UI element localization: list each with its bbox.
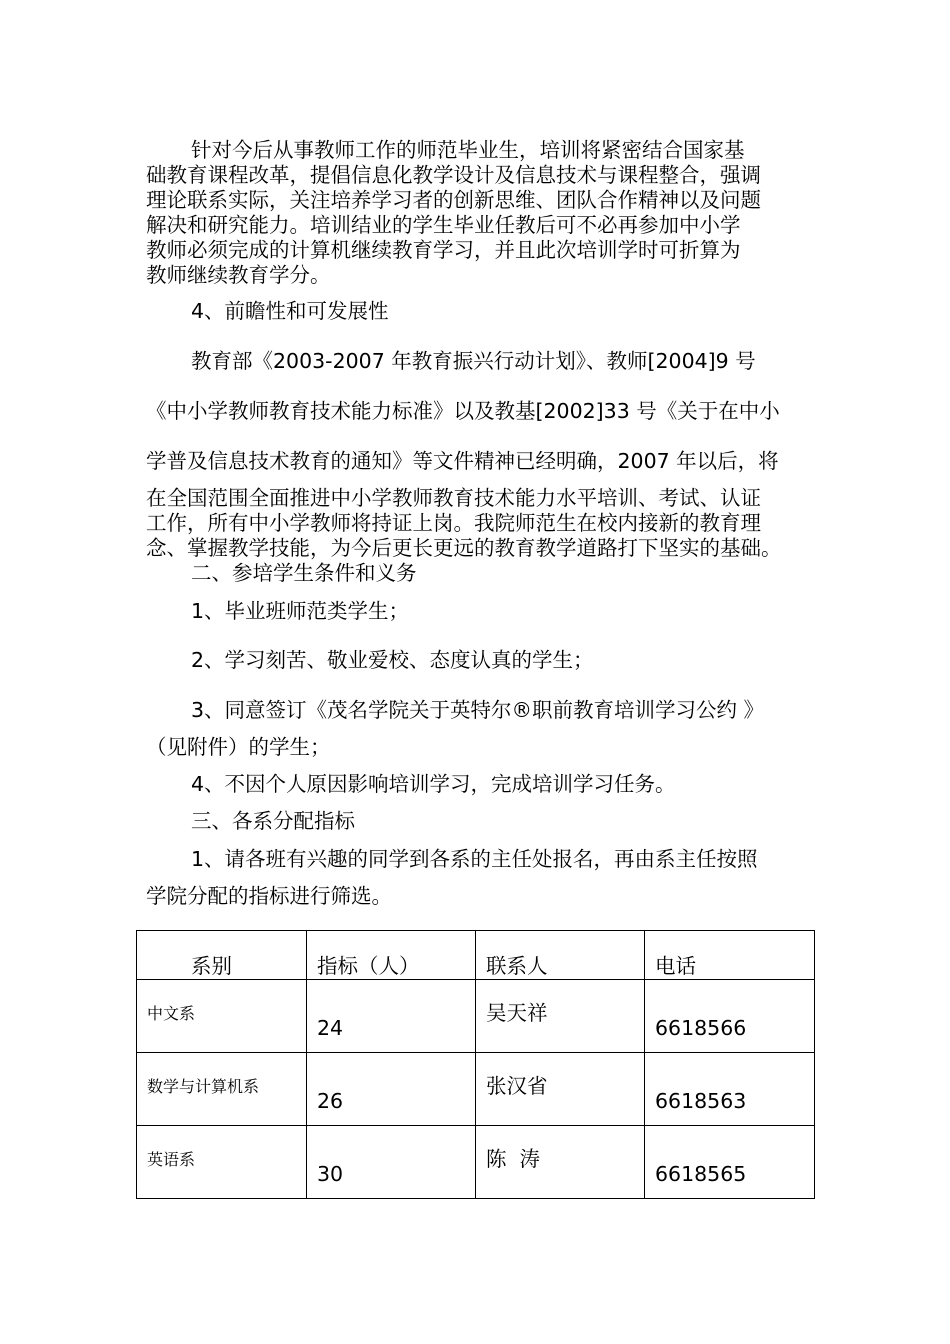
section-heading: 4、前瞻性和可发展性	[191, 299, 389, 323]
list-item: 2、学习刻苦、敬业爱校、态度认真的学生；	[191, 648, 594, 672]
list-item: 3、同意签订《茂名学院关于英特尔®职前教育培训学习公约 》	[191, 698, 765, 722]
paragraph-line: 念、掌握教学技能，为今后更长更远的教育教学道路打下坚实的基础。	[146, 536, 782, 560]
quota-cell: 24	[307, 980, 476, 1053]
phone-cell: 6618563	[645, 1053, 815, 1126]
contact-cell: 张汉省	[476, 1053, 645, 1126]
list-item: 4、不因个人原因影响培训学习，完成培训学习任务。	[191, 772, 676, 796]
quota-cell: 26	[307, 1053, 476, 1126]
table-header-cell: 系别	[137, 931, 307, 980]
section-heading: 三、各系分配指标	[191, 809, 355, 833]
paragraph-line: 针对今后从事教师工作的师范毕业生，培训将紧密结合国家基	[191, 138, 745, 162]
table-header-cell: 指标（人）	[307, 931, 476, 980]
department-cell: 数学与计算机系	[137, 1053, 307, 1126]
paragraph-line: 工作，所有中小学教师将持证上岗。我院师范生在校内接新的教育理	[146, 511, 761, 535]
quota-table	[136, 930, 815, 1199]
paragraph-line: 教师继续教育学分。	[146, 263, 331, 287]
paragraph-line: 教师必须完成的计算机继续教育学习，并且此次培训学时可折算为	[146, 238, 741, 262]
department-cell: 英语系	[137, 1126, 307, 1199]
paragraph-line: 解决和研究能力。培训结业的学生毕业任教后可不必再参加中小学	[146, 213, 741, 237]
quota-cell: 30	[307, 1126, 476, 1199]
table-header-cell: 联系人	[476, 931, 645, 980]
list-item: 1、毕业班师范类学生；	[191, 599, 410, 623]
department-cell: 中文系	[137, 980, 307, 1053]
section-heading: 二、参培学生条件和义务	[191, 561, 417, 585]
paragraph-line: 《中小学教师教育技术能力标准》以及教基[2002]33 号《关于在中小	[146, 399, 780, 423]
phone-cell: 6618565	[645, 1126, 815, 1199]
paragraph-line: 教育部《2003-2007 年教育振兴行动计划》、教师[2004]9 号	[191, 349, 756, 373]
list-item-continuation: （见附件）的学生；	[146, 735, 331, 759]
paragraph-line: 学普及信息技术教育的通知》等文件精神已经明确，2007 年以后，将	[146, 449, 779, 473]
phone-cell: 6618566	[645, 980, 815, 1053]
table-header-cell: 电话	[645, 931, 815, 980]
paragraph-line: 在全国范围全面推进中小学教师教育技术能力水平培训、考试、认证	[146, 486, 761, 510]
list-item-continuation: 学院分配的指标进行筛选。	[146, 884, 392, 908]
paragraph-line: 础教育课程改革，提倡信息化教学设计及信息技术与课程整合，强调	[146, 163, 761, 187]
table-row	[137, 980, 815, 1053]
table-row	[137, 1053, 815, 1126]
list-item: 1、请各班有兴趣的同学到各系的主任处报名，再由系主任按照	[191, 847, 758, 871]
table-row	[137, 1126, 815, 1199]
contact-cell: 吴天祥	[476, 980, 645, 1053]
paragraph-line: 理论联系实际，关注培养学习者的创新思维、团队合作精神以及问题	[146, 188, 761, 212]
table-header-row	[137, 931, 815, 980]
contact-cell: 陈 涛	[476, 1126, 645, 1199]
